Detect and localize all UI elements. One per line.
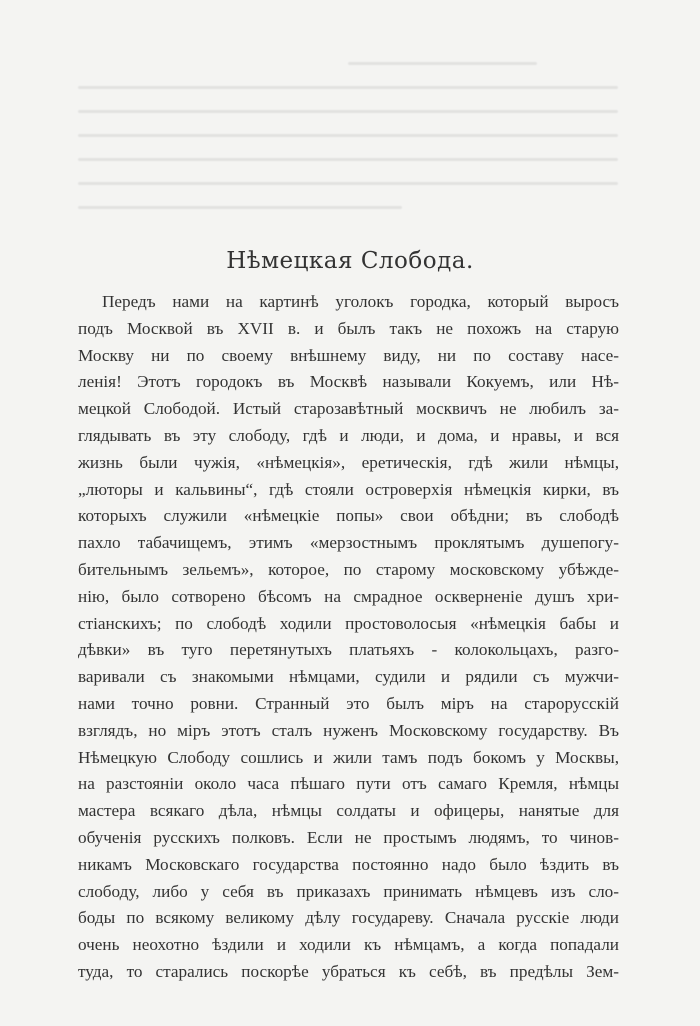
text-line: нію, было сотворено бѣсомъ на смрадное оскверненіе душъ хри- — [78, 586, 619, 606]
text-line: слободу, либо у себя въ приказахъ принимать нѣмцевъ изъ сло- — [78, 881, 619, 901]
text-line: боды по всякому великому дѣлу государеву. Сначала русскіе люди — [78, 908, 619, 928]
text-line: которыхъ служили «нѣмецкіе попы» свои обѣдни; въ слободѣ — [78, 506, 619, 526]
text-line: стіанскихъ; по слободѣ ходили простоволосыя «нѣмецкія бабы и — [78, 613, 619, 633]
text-line: ленія! Этотъ городокъ въ Москвѣ называли Кокуемъ, или Нѣ- — [78, 372, 619, 392]
text-line: варивали съ знакомыми нѣмцами, судили и рядили съ мужчи- — [78, 667, 619, 687]
text-line: бительнымъ зельемъ», которое, по старому московскому убѣжде- — [78, 559, 619, 579]
text-line: мастера всякаго дѣла, нѣмцы солдаты и офицеры, нанятые для — [78, 801, 619, 821]
text-line: „люторы и кальвины“, гдѣ стояли островерхія нѣмецкія кирки, въ — [78, 479, 619, 499]
text-line: на разстояніи около часа пѣшаго пути отъ самаго Кремля, нѣмцы — [78, 774, 619, 794]
bleed-through-text — [78, 62, 618, 230]
text-line: дѣвки» въ туго перетянутыхъ платьяхъ - колокольцахъ, разго- — [78, 640, 619, 660]
text-line: подъ Москвой въ XVII в. и былъ такъ не похожъ на старую — [78, 318, 619, 338]
text-line: обученія русскихъ полковъ. Если не простымъ людямъ, то чинов- — [78, 827, 619, 847]
text-line: глядывать въ эту слободу, гдѣ и люди, и дома, и нравы, и вся — [78, 425, 619, 445]
text-line: очень неохотно ѣздили и ходили къ нѣмцамъ, а когда попадали — [78, 935, 619, 955]
body-text — [78, 289, 619, 986]
text-line: пахло табачищемъ, этимъ «мерзостнымъ проклятымъ душепогу- — [78, 533, 619, 553]
page-title: Нѣмецкая Слобода. — [226, 248, 474, 274]
text-line: взглядъ, но міръ этотъ сталъ нуженъ Московскому государству. Въ — [78, 720, 619, 740]
text-line: мецкой Слободой. Истый старозавѣтный москвичъ не любилъ за- — [78, 399, 619, 419]
text-line: Нѣмецкую Слободу сошлись и жили тамъ подъ бокомъ у Москвы, — [78, 747, 619, 767]
text-line: Москву ни по своему внѣшнему виду, ни по составу насе- — [78, 345, 619, 365]
text-line: туда, то старались поскорѣе убраться къ себѣ, въ предѣлы Зем- — [78, 961, 619, 981]
text-line: жизнь были чужія, «нѣмецкія», еретическія, гдѣ жили нѣмцы, — [78, 452, 619, 472]
text-line: Передъ нами на картинѣ уголокъ городка, который выросъ — [102, 292, 619, 311]
text-line: никамъ Московскаго государства постоянно надо было ѣздить въ — [78, 854, 619, 874]
text-line: нами точно ровни. Странный это былъ міръ на старорусскій — [78, 693, 619, 713]
